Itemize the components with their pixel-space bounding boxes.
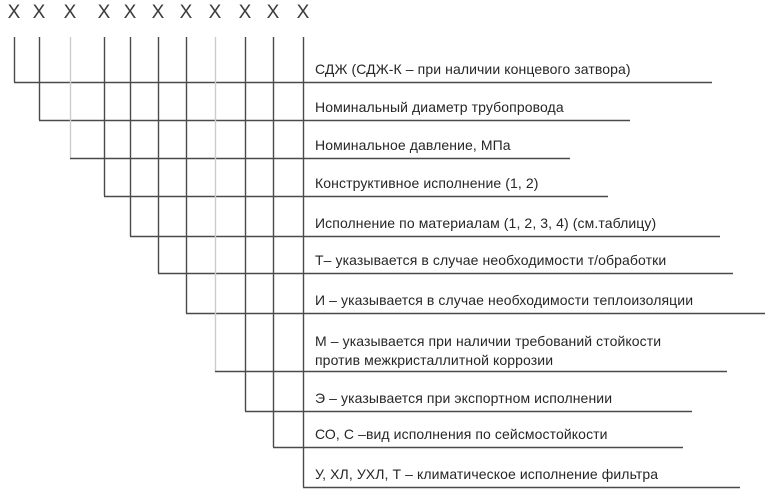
x-mark: Х: [7, 2, 21, 23]
row-label: [315, 465, 658, 484]
x-mark: Х: [123, 2, 137, 23]
row-label: [315, 174, 539, 193]
x-mark: Х: [97, 2, 111, 23]
row-label: [315, 425, 608, 444]
row-label-line1: Исполнение по материалам (1, 2, 3, 4) (см.таблицу): [315, 215, 657, 231]
x-mark: Х: [208, 2, 222, 23]
row-label: [315, 60, 631, 79]
row-label: [315, 136, 511, 155]
x-mark: Х: [63, 2, 77, 23]
x-mark: Х: [238, 2, 252, 23]
row-label-line1: У, ХЛ, УХЛ, Т – климатическое исполнение фильтра: [315, 466, 659, 482]
row-label: [315, 251, 666, 270]
x-mark: Х: [296, 2, 310, 23]
row-label-line1: Номинальное давление, МПа: [315, 137, 511, 153]
row-label-line1: И – указывается в случае необходимости теплоизоляции: [315, 292, 694, 308]
x-mark: Х: [266, 2, 280, 23]
x-mark: Х: [32, 2, 46, 23]
row-label-line1: Э – указывается при экспортном исполнении: [315, 390, 613, 406]
row-label-line1: СДЖ (СДЖ-К – при наличии концевого затвора): [315, 61, 631, 77]
x-mark: Х: [151, 2, 165, 23]
x-mark: Х: [179, 2, 193, 23]
row-label: [315, 291, 693, 310]
row-label: [315, 332, 661, 370]
row-label-line1: М – указывается при наличии требований стойкости: [315, 333, 662, 349]
row-label-line2: против межкристаллитной коррозии: [315, 352, 554, 368]
row-label-line1: Т– указывается в случае необходимости т/обработки: [315, 252, 667, 268]
row-label: [315, 389, 612, 408]
row-label: [315, 98, 564, 117]
row-label-line1: СО, С –вид исполнения по сейсмостойкости: [315, 426, 608, 442]
row-label-line1: Номинальный диаметр трубопровода: [315, 99, 564, 115]
row-label-line1: Конструктивное исполнение (1, 2): [315, 175, 539, 191]
row-label: [315, 214, 656, 233]
